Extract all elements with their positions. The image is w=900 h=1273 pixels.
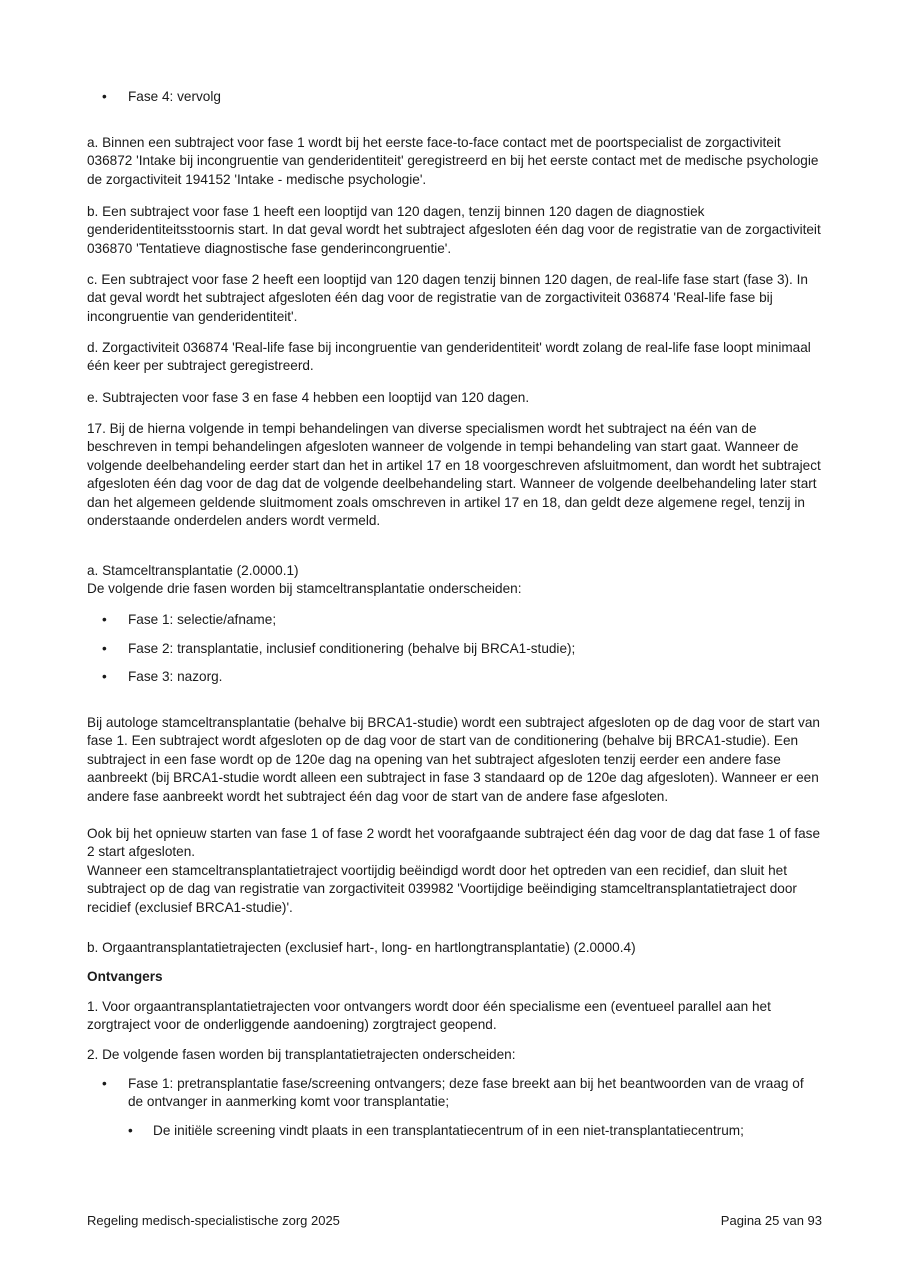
stamcel-intro: De volgende drie fasen worden bij stamceltransplantatie onderscheiden: <box>87 581 522 596</box>
bullet-text: Fase 4: vervolg <box>128 89 221 104</box>
stamcel-heading: a. Stamceltransplantatie (2.0000.1) <box>87 563 299 578</box>
paragraph-e: e. Subtrajecten voor fase 3 en fase 4 hebben een looptijd van 120 dagen. <box>87 390 530 405</box>
bullet-icon: • <box>102 89 107 104</box>
bullet-text: Fase 1: pretransplantatie fase/screening ontvangers; deze fase breekt aan bij het beantwoorden van de vraag of de ontvanger in aanmerking komt voor transplantatie; <box>128 1076 804 1110</box>
bullet-icon: • <box>102 641 107 656</box>
paragraph-d: d. Zorgactiviteit 036874 'Real-life fase bij incongruentie van genderidentiteit' wordt zolang de real-life fase loopt minimaal één keer per subtraject geregistreerd. <box>87 340 811 374</box>
bullet-icon: • <box>102 1076 107 1091</box>
bullet-icon: • <box>102 612 107 627</box>
recidief-paragraph: Wanneer een stamceltransplantatietraject voortijdig beëindigd wordt door het optreden van een recidief, dan sluit het subtraject op de dag van registratie van zorgactiviteit 039982 'Voortijdige beëindiging stamceltransplantatietraject door recidief (exclusief BRCA1-studie)'. <box>87 863 797 915</box>
ontvangers-heading: Ontvangers <box>87 969 163 984</box>
bullet-text: Fase 3: nazorg. <box>128 669 223 684</box>
bullet-icon: • <box>128 1123 133 1138</box>
paragraph-b: b. Een subtraject voor fase 1 heeft een looptijd van 120 dagen, tenzij binnen 120 dagen de diagnostiek genderidentiteitsstoornis start. In dat geval wordt het subtraject afgesloten één dag voor de registratie van de zorgactiviteit 036870 'Tentatieve diagnostische fase genderincongruentie'. <box>87 204 821 256</box>
paragraph-c: c. Een subtraject voor fase 2 heeft een looptijd van 120 dagen tenzij binnen 120 dagen, de real-life fase start (fase 3). In dat geval wordt het subtraject afgesloten één dag voor de registratie van de zorgactiviteit 036874 'Real-life fase bij incongruentie van genderidentiteit'. <box>87 272 808 324</box>
paragraph-17: 17. Bij de hierna volgende in tempi behandelingen van diverse specialismen wordt het subtraject na één van de beschreven in tempi behandelingen afgesloten wanneer de volgende in tempi behandeling van start gaat. Wanneer de volgende deelbehandeling eerder start dan het in artikel 17 en 18 voorgeschreven afsluitmoment, dan wordt het subtraject afgesloten één dag voor de dag dat de volgende deelbehandeling start. Wanneer de volgende deelbehandeling later start dan het algemeen geldende sluitmoment zoals omschreven in artikel 17 en 18, dan geldt deze algemene regel, tenzij in onderstaande onderdelen anders wordt vermeld. <box>87 421 821 529</box>
orgaan-heading: b. Orgaantransplantatietrajecten (exclusief hart-, long- en hartlongtransplantatie) (2.0000.4) <box>87 940 636 955</box>
footer-page-number: Pagina 25 van 93 <box>720 1213 822 1228</box>
bullet-text: Fase 2: transplantatie, inclusief conditionering (behalve bij BRCA1-studie); <box>128 641 576 656</box>
bullet-text: Fase 1: selectie/afname; <box>128 612 277 627</box>
bullet-text: De initiële screening vindt plaats in een transplantatiecentrum of in een niet-transplantatiecentrum; <box>153 1123 744 1138</box>
opnieuw-paragraph: Ook bij het opnieuw starten van fase 1 of fase 2 wordt het voorafgaande subtraject één dag voor de dag dat fase 1 of fase 2 start afgesloten. <box>87 826 821 860</box>
bullet-icon: • <box>102 669 107 684</box>
autologe-paragraph: Bij autologe stamceltransplantatie (behalve bij BRCA1-studie) wordt een subtraject afgesloten op de dag voor de start van fase 1. Een subtraject wordt afgesloten op de dag voor de start van de conditionering (behalve bij BRCA1-studie). Een subtraject in een fase wordt op de 120e dag na opening van het subtraject afgesloten tenzij eerder een andere fase aanbreekt (bij BRCA1-studie wordt alleen een subtraject in fase 3 standaard op de 120e dag afgesloten). Wanneer er een andere fase aanbreekt wordt het subtraject één dag voor de start van de andere fase afgesloten. <box>87 715 820 804</box>
ontvangers-item-1: 1. Voor orgaantransplantatietrajecten voor ontvangers wordt door één specialisme een (eventueel parallel aan het zorgtraject voor de onderliggende aandoening) zorgtraject geopend. <box>87 999 771 1033</box>
ontvangers-item-2: 2. De volgende fasen worden bij transplantatietrajecten onderscheiden: <box>87 1047 516 1062</box>
footer-document-title: Regeling medisch-specialistische zorg 2025 <box>87 1213 340 1228</box>
paragraph-a: a. Binnen een subtraject voor fase 1 wordt bij het eerste face-to-face contact met de poortspecialist de zorgactiviteit 036872 'Intake bij incongruentie van genderidentiteit' geregistreerd en bij het eerste contact met de medische psychologie de zorgactiviteit 194152 'Intake - medische psychologie'. <box>87 135 819 187</box>
